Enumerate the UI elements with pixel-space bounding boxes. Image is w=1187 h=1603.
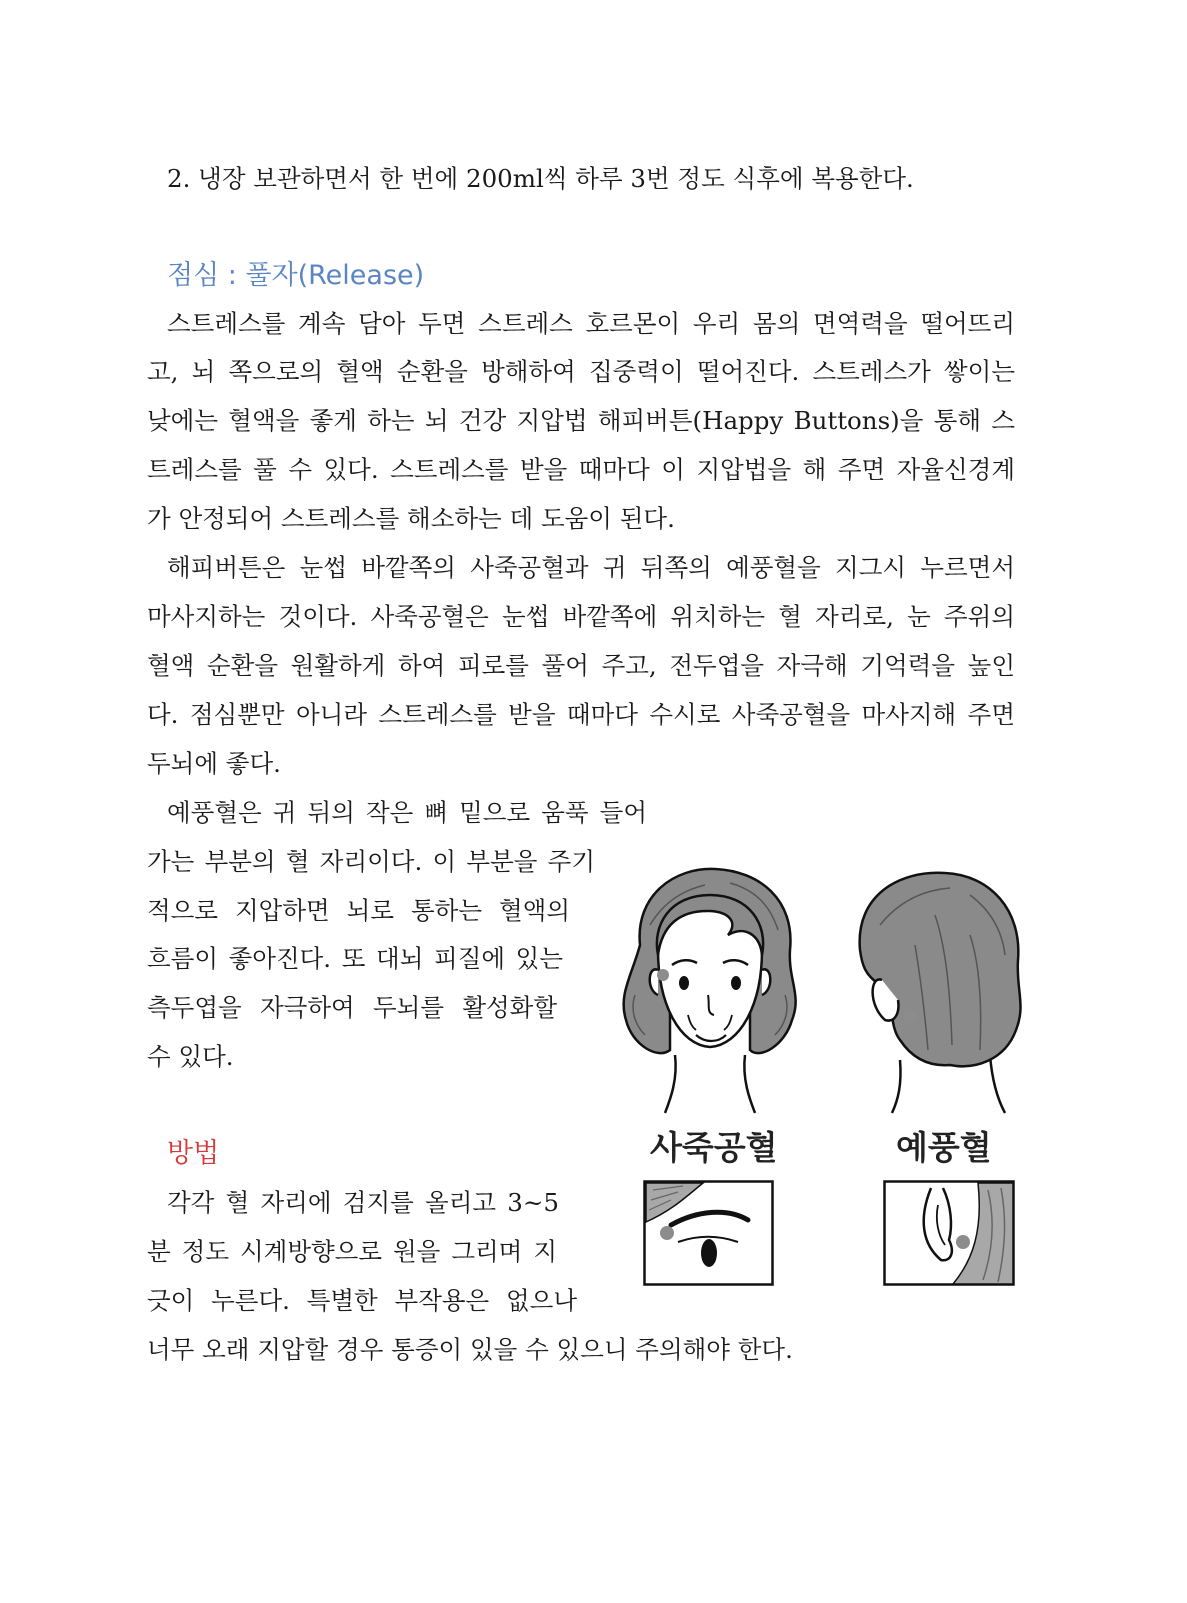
yepung-point xyxy=(904,1011,916,1023)
back-head-illustration xyxy=(840,855,1030,1120)
para2-line: 다. 점심뿐만 아니라 스트레스를 받을 때마다 수시로 사죽공혈을 마사지해 주면 xyxy=(147,700,1015,729)
para4-line: 각각 혈 자리에 검지를 올리고 3~5 xyxy=(167,1188,559,1217)
para4-line: 분 정도 시계방향으로 원을 그리며 지 xyxy=(147,1237,557,1266)
method-heading: 방법 xyxy=(167,1138,220,1169)
label-yepung: 예풍혈 xyxy=(896,1128,992,1167)
eye-closeup-box xyxy=(643,1180,774,1286)
para1-line: 스트레스를 계속 담아 두면 스트레스 호르몬이 우리 몸의 면역력을 떨어뜨리 xyxy=(167,309,1015,338)
front-face-illustration xyxy=(610,855,810,1120)
para2-line: 마사지하는 것이다. 사죽공혈은 눈썹 바깥쪽에 위치하는 혈 자리로, 눈 주위의 xyxy=(147,602,1015,631)
para4-line: 긋이 누른다. 특별한 부작용은 없으나 xyxy=(147,1286,577,1315)
para2-line: 해피버튼은 눈썹 바깥쪽의 사죽공혈과 귀 뒤쪽의 예풍혈을 지그시 누르면서 xyxy=(167,553,1015,582)
sajukgong-point-closeup xyxy=(660,1226,674,1240)
para2-line: 혈액 순환을 원활하게 하여 피로를 풀어 주고, 전두엽을 자극해 기억력을 높인 xyxy=(147,651,1015,680)
label-sajukgong: 사죽공혈 xyxy=(650,1128,778,1167)
para3-line: 가는 부분의 혈 자리이다. 이 부분을 주기 xyxy=(147,847,595,876)
para1-line: 가 안정되어 스트레스를 해소하는 데 도움이 된다. xyxy=(147,504,675,533)
para3-line: 흐름이 좋아진다. 또 대뇌 피질에 있는 xyxy=(147,944,563,973)
para1-line: 트레스를 풀 수 있다. 스트레스를 받을 때마다 이 지압법을 해 주면 자율신경계 xyxy=(147,455,1015,484)
para3-line: 수 있다. xyxy=(147,1042,234,1071)
lunch-heading: 점심 : 풀자(Release) xyxy=(167,260,425,291)
para3-line: 측두엽을 자극하여 두뇌를 활성화할 xyxy=(147,993,557,1022)
para4-line: 너무 오래 지압할 경우 통증이 있을 수 있으니 주의해야 한다. xyxy=(147,1335,793,1364)
sajukgong-point xyxy=(657,969,669,981)
para1-line: 고, 뇌 쪽으로의 혈액 순환을 방해하여 집중력이 떨어진다. 스트레스가 쌓이는 xyxy=(147,357,1015,386)
para1-line: 낮에는 혈액을 좋게 하는 뇌 건강 지압법 해피버튼(Happy Buttons)을 통해 스 xyxy=(147,406,1015,435)
para2-line: 두뇌에 좋다. xyxy=(147,749,281,778)
para3-line: 적으로 지압하면 뇌로 통하는 혈액의 xyxy=(147,896,570,925)
para3-line: 예풍혈은 귀 뒤의 작은 뼈 밑으로 움푹 들어 xyxy=(167,798,647,827)
yepung-point-closeup xyxy=(956,1235,970,1249)
step-2-text: 2. 냉장 보관하면서 한 번에 200ml씩 하루 3번 정도 식후에 복용한다. xyxy=(167,164,914,193)
ear-closeup-box xyxy=(883,1180,1015,1286)
